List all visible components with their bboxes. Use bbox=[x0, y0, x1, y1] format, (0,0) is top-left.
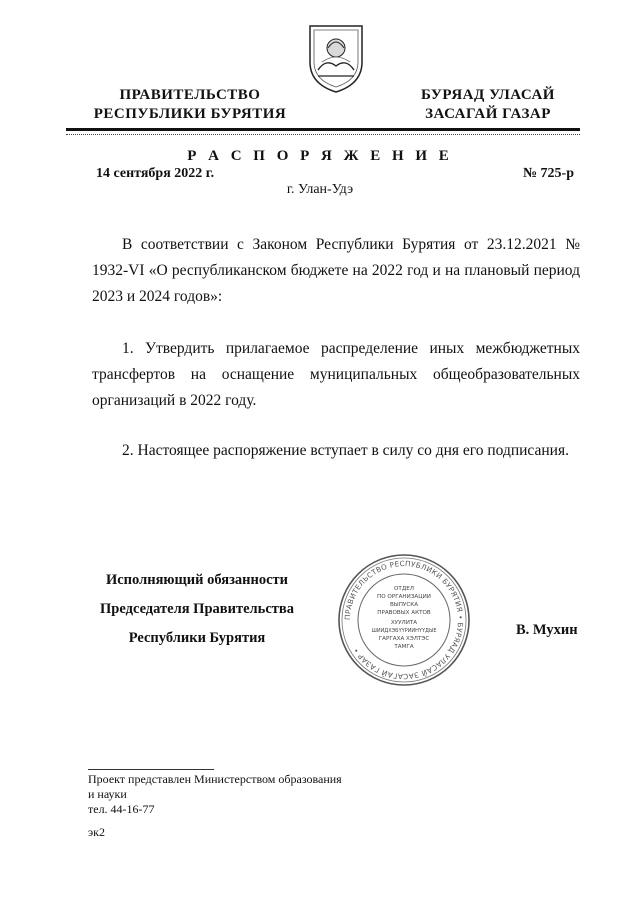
signatory-line1: Исполняющий обязанности bbox=[105, 572, 289, 588]
footer-prepared-by: Проект представлен Министерством образования bbox=[88, 772, 342, 786]
seal-inner-line: ШИИДХЭБҮҮРИИНҮҮДЫЕ bbox=[371, 628, 437, 634]
official-seal-stamp bbox=[336, 552, 472, 688]
seal-inner-line: ТАМГА bbox=[394, 644, 414, 650]
signatory-line2: Председателя Правительства bbox=[100, 601, 294, 617]
org-name-line1: ПРАВИТЕЛЬСТВО bbox=[119, 87, 261, 103]
signer-name: В. Мухин bbox=[516, 622, 578, 638]
footer-phone: тел. 44-16-77 bbox=[88, 802, 155, 816]
seal-ring-text: ПРАВИТЕЛЬСТВО РЕСПУБЛИКИ БУРЯТИЯ • БУРЯАД УЛАСАЙ ЗАСАГАЙ ГАЗАР • bbox=[342, 558, 466, 682]
footer-prepared-by-cont: и науки bbox=[88, 787, 127, 801]
signatory-line3: Республики Бурятия bbox=[128, 630, 266, 646]
footer-rule bbox=[88, 769, 214, 770]
org-name-russian bbox=[80, 86, 300, 124]
document-city: г. Улан-Удэ bbox=[286, 182, 354, 197]
document-date: 14 сентября 2022 г. bbox=[96, 166, 215, 181]
document-title: Р А С П О Р Я Ж Е Н И Е bbox=[187, 148, 453, 164]
preamble-paragraph: В соответствии с Законом Республики Бурятия от 23.12.2021 № 1932-VI «О республиканском бюджете на 2022 год и на плановый период 2023 и 2024 годов»: bbox=[92, 236, 580, 305]
signatory-title bbox=[82, 566, 312, 653]
header-dotted-rule bbox=[66, 134, 580, 135]
clause-1-paragraph: 1. Утвердить прилагаемое распределение иных межбюджетных трансфертов на оснащение муниципальных общеобразовательных организаций в 2022 году. bbox=[92, 340, 580, 409]
seal-inner-line: ГАРГАХА ХЭЛТЭС bbox=[378, 636, 430, 642]
clause-2-paragraph: 2. Настоящее распоряжение вступает в силу со дня его подписания. bbox=[122, 442, 569, 459]
footer-code: эк2 bbox=[88, 825, 105, 839]
seal-inner-line: ПО ОРГАНИЗАЦИИ bbox=[377, 594, 431, 600]
seal-inner-line: ОТДЕЛ bbox=[394, 586, 414, 592]
seal-inner-line: ПРАВОВЫХ АКТОВ bbox=[377, 610, 431, 616]
org-name-buryat bbox=[378, 86, 598, 124]
header-rule bbox=[66, 128, 580, 131]
document-number: № 725-р bbox=[522, 166, 574, 181]
seal-inner-line: ХУУЛИТА bbox=[390, 620, 418, 626]
org-name-line2: РЕСПУБЛИКИ БУРЯТИЯ bbox=[93, 106, 287, 122]
buryatia-coat-of-arms-icon bbox=[304, 22, 368, 94]
seal-inner-line: ВЫПУСКА bbox=[389, 602, 419, 608]
org-name-buryat-line1: БУРЯАД УЛАСАЙ bbox=[421, 87, 555, 103]
org-name-buryat-line2: ЗАСАГАЙ ГАЗАР bbox=[425, 106, 551, 122]
footer-note bbox=[88, 772, 388, 817]
